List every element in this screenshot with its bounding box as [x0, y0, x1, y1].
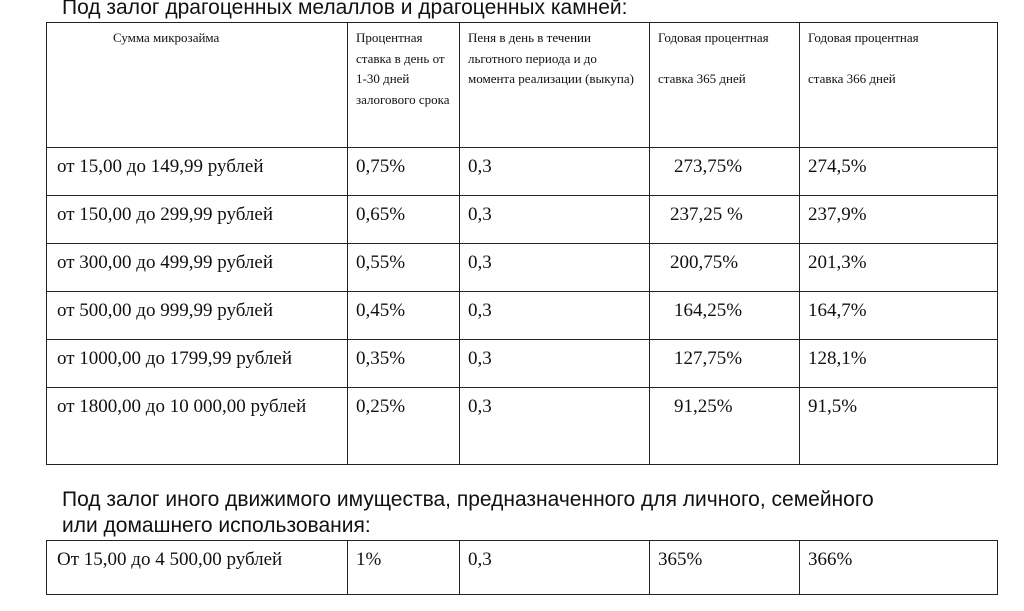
header-annual-366-line2: ставка 366 дней	[808, 70, 896, 86]
annual-365-cell: 365%	[650, 541, 800, 595]
table-row	[47, 388, 998, 465]
header-annual-366-line1: Годовая процентная	[808, 30, 919, 45]
section2-title-line2: или домашнего использования:	[62, 514, 371, 537]
header-daily-rate: Процентная ставка в день от 1-30 дней залогового срока	[348, 23, 460, 148]
daily-rate-cell: 0,35%	[348, 340, 460, 388]
amount-cell: от 1800,00 до 10 000,00 рублей	[47, 388, 348, 465]
annual-366-cell: 128,1%	[800, 340, 998, 388]
daily-rate-cell: 1%	[348, 541, 460, 595]
amount-cell: от 150,00 до 299,99 рублей	[47, 196, 348, 244]
header-annual-365-line1: Годовая процентная	[658, 30, 769, 45]
movable-property-rates-table	[46, 540, 998, 595]
header-annual-365	[650, 23, 800, 148]
header-row	[47, 23, 998, 148]
header-amount: Сумма микрозайма	[47, 23, 348, 148]
table-row	[47, 292, 998, 340]
daily-rate-cell: 0,25%	[348, 388, 460, 465]
amount-cell: от 500,00 до 999,99 рублей	[47, 292, 348, 340]
penalty-cell: 0,3	[460, 541, 650, 595]
daily-rate-cell: 0,65%	[348, 196, 460, 244]
annual-366-cell: 366%	[800, 541, 998, 595]
precious-metals-rates-table	[46, 22, 998, 465]
header-penalty: Пеня в день в течении льготного периода и до момента реализации (выкупа)	[460, 23, 650, 148]
annual-365-cell: 91,25%	[650, 388, 800, 465]
section2-title-line1: Под залог иного движимого имущества, предназначенного для личного, семейного	[62, 488, 874, 511]
amount-cell: от 300,00 до 499,99 рублей	[47, 244, 348, 292]
annual-366-cell: 91,5%	[800, 388, 998, 465]
annual-366-cell: 164,7%	[800, 292, 998, 340]
amount-cell: от 1000,00 до 1799,99 рублей	[47, 340, 348, 388]
penalty-cell: 0,3	[460, 196, 650, 244]
header-annual-366	[800, 23, 998, 148]
table-row	[47, 148, 998, 196]
annual-365-cell: 164,25%	[650, 292, 800, 340]
penalty-cell: 0,3	[460, 388, 650, 465]
annual-365-cell: 237,25 %	[650, 196, 800, 244]
penalty-cell: 0,3	[460, 148, 650, 196]
amount-cell: от 15,00 до 149,99 рублей	[47, 148, 348, 196]
annual-365-cell: 127,75%	[650, 340, 800, 388]
section1-title: Под залог драгоценных мелаллов и драгоценных камней:	[62, 0, 628, 19]
amount-cell: От 15,00 до 4 500,00 рублей	[47, 541, 348, 595]
table-row	[47, 244, 998, 292]
daily-rate-cell: 0,75%	[348, 148, 460, 196]
header-annual-365-line2: ставка 365 дней	[658, 70, 746, 86]
penalty-cell: 0,3	[460, 244, 650, 292]
annual-365-cell: 200,75%	[650, 244, 800, 292]
annual-366-cell: 201,3%	[800, 244, 998, 292]
daily-rate-cell: 0,55%	[348, 244, 460, 292]
annual-366-cell: 237,9%	[800, 196, 998, 244]
table-row	[47, 541, 998, 595]
penalty-cell: 0,3	[460, 340, 650, 388]
table-row	[47, 340, 998, 388]
penalty-cell: 0,3	[460, 292, 650, 340]
annual-365-cell: 273,75%	[650, 148, 800, 196]
table-row	[47, 196, 998, 244]
annual-366-cell: 274,5%	[800, 148, 998, 196]
daily-rate-cell: 0,45%	[348, 292, 460, 340]
